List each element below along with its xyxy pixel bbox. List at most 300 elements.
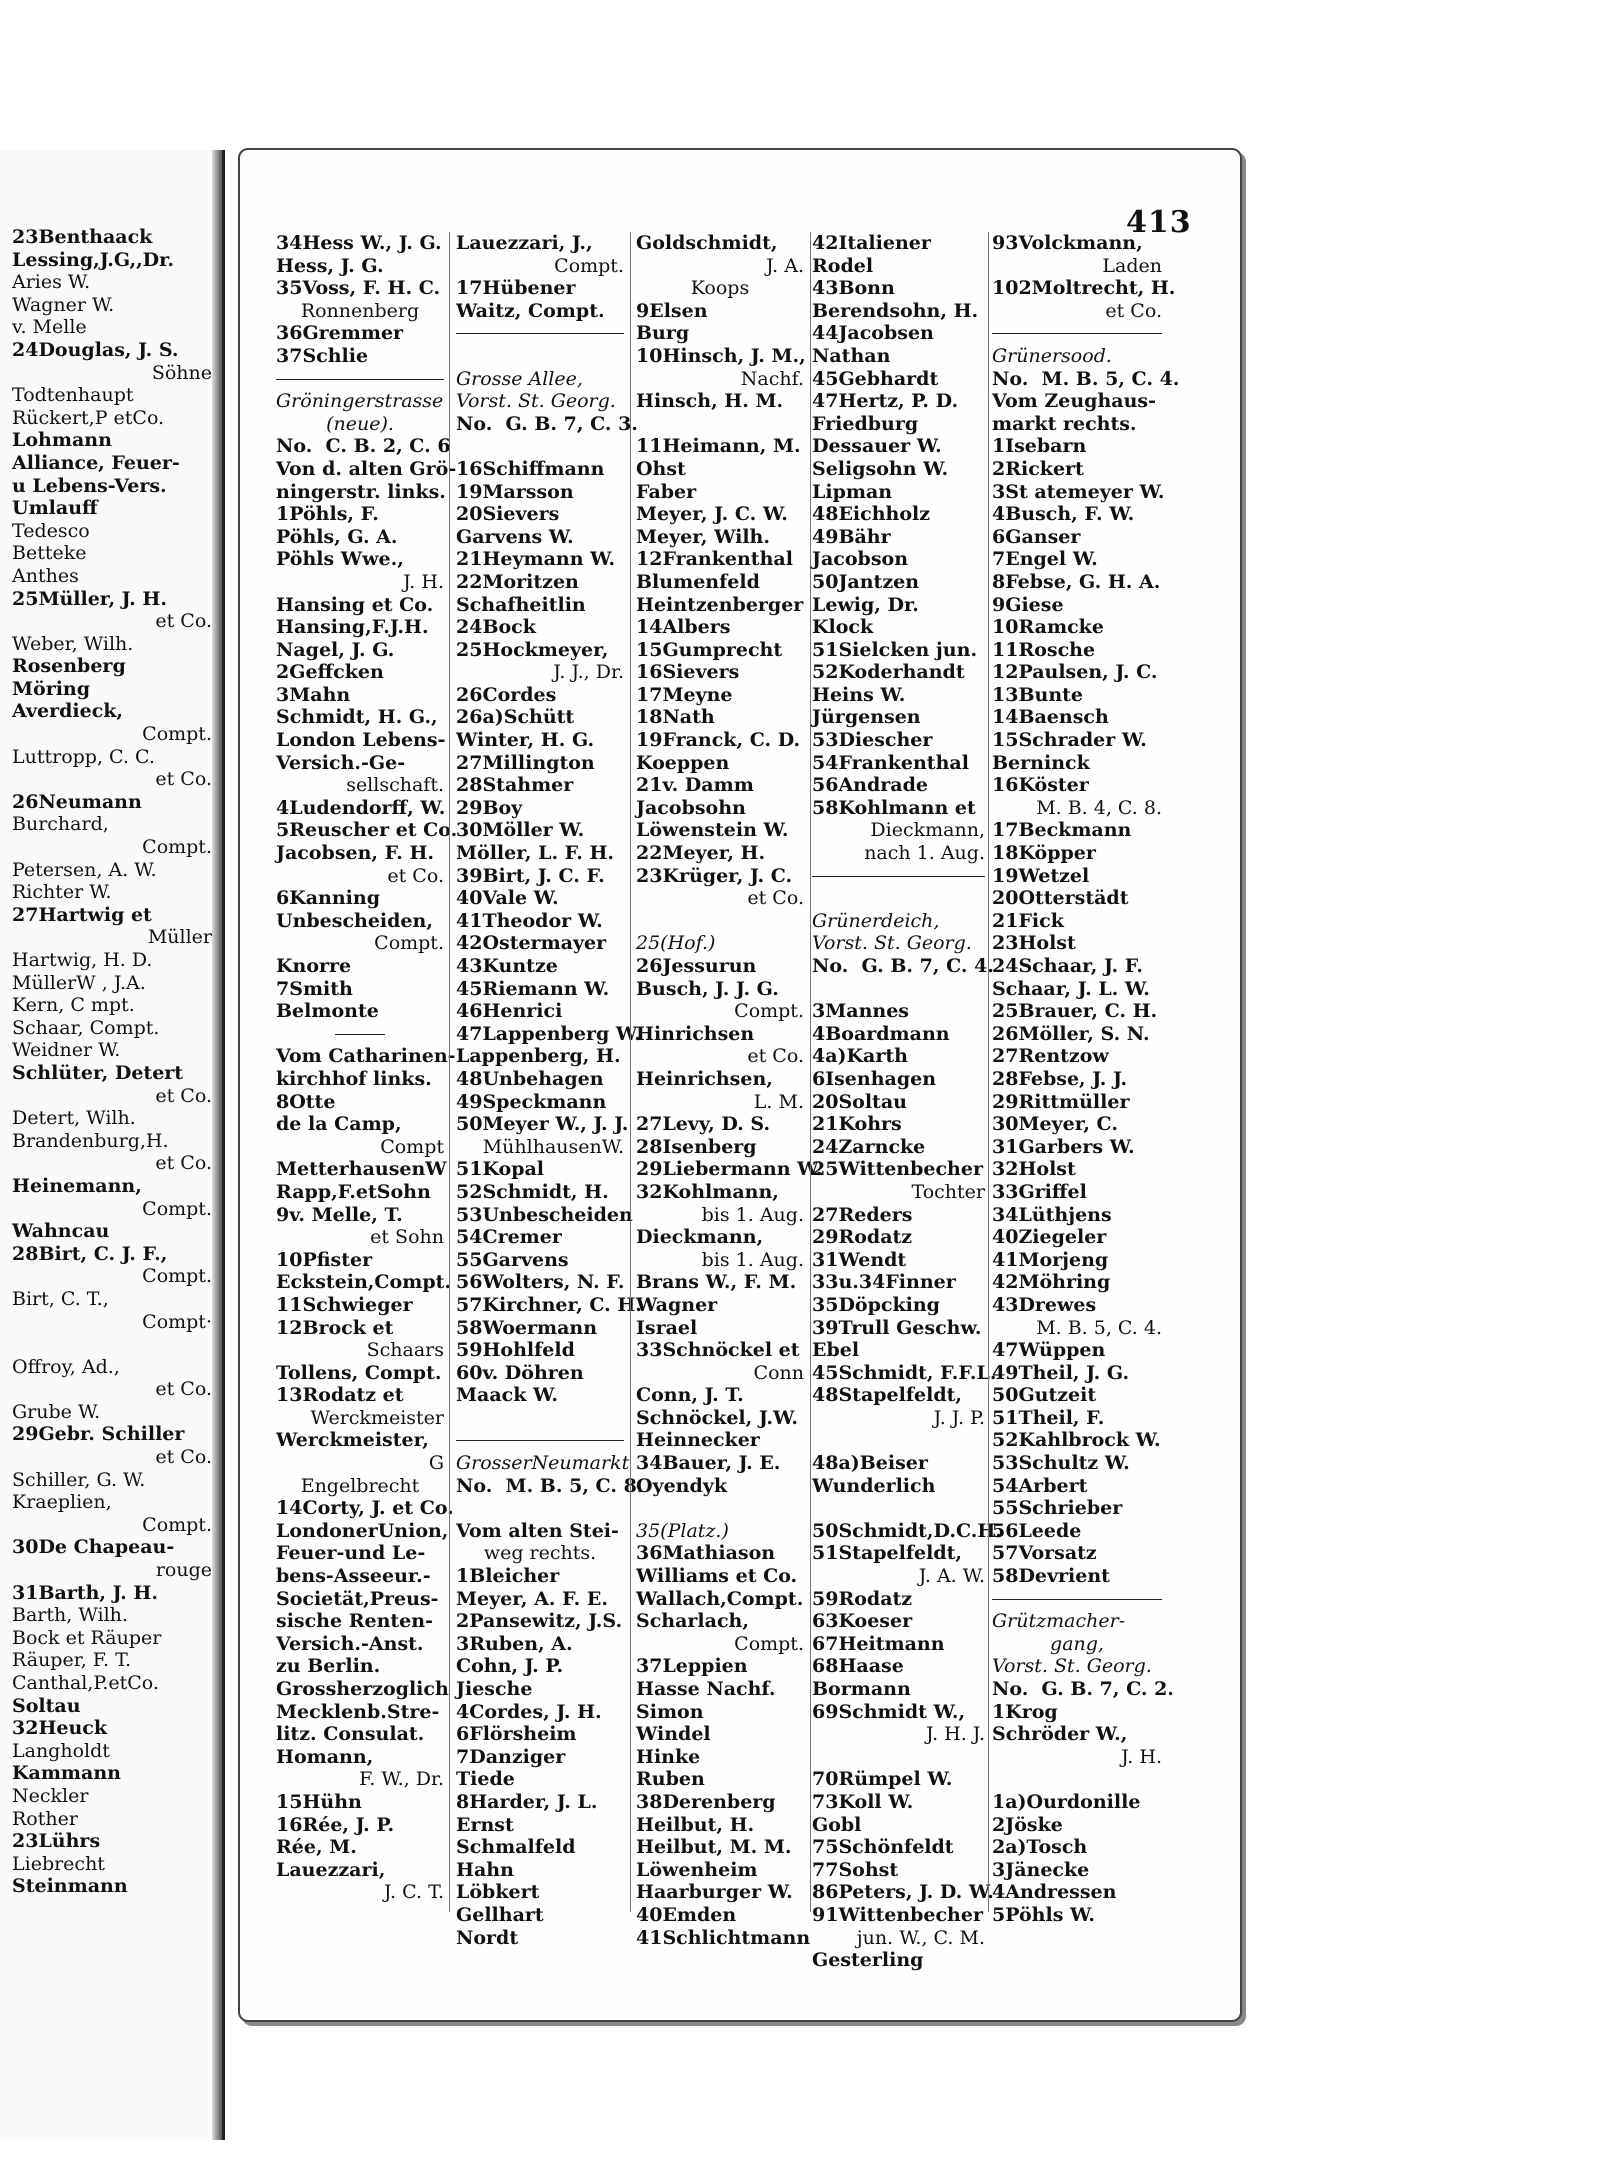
directory-entry: 45Riemann W. <box>456 977 610 1000</box>
directory-entry: 4Cordes, J. H. <box>456 1700 602 1723</box>
directory-entry: 29Rittmüller <box>992 1090 1130 1113</box>
directory-entry: F. W., Dr. <box>359 1768 444 1791</box>
directory-entry: Compt. <box>734 1632 804 1655</box>
directory-entry: 40Vale W. <box>456 887 559 910</box>
directory-entry: Ernst <box>456 1813 514 1836</box>
directory-entry: Lewig, Dr. <box>812 593 919 616</box>
section-rule <box>812 865 985 888</box>
directory-entry: Schmalfeld <box>456 1836 576 1859</box>
section-rule <box>276 368 444 391</box>
directory-entry: Feuer-und Le- <box>276 1542 426 1565</box>
section-rule <box>456 322 624 345</box>
directory-entry: Lauezzari, <box>276 1858 386 1881</box>
directory-entry: Rée, M. <box>276 1836 357 1859</box>
directory-entry: J. H. <box>1121 1745 1162 1768</box>
directory-entry: 36Gremmer <box>276 322 404 345</box>
section-rule <box>276 1023 444 1046</box>
directory-entry: Versich.-Anst. <box>276 1632 424 1655</box>
directory-entry: 50Meyer W., J. J. <box>456 1113 629 1136</box>
directory-entry: 4Boardmann <box>812 1022 950 1045</box>
directory-entry: Räuper, F. T. <box>12 1649 132 1672</box>
directory-entry: Hahn <box>456 1858 514 1881</box>
directory-entry: 15Hühn <box>276 1790 362 1813</box>
directory-entry: 40Ziegeler <box>992 1226 1107 1249</box>
directory-entry: 22Moritzen <box>456 570 579 593</box>
directory-entry: 42Ostermayer <box>456 932 607 955</box>
directory-entry: 21v. Damm <box>636 774 754 797</box>
directory-entry: Nathan <box>812 344 891 367</box>
directory-entry: Meyer, A. F. E. <box>456 1587 608 1610</box>
directory-entry: M. B. 4, C. 8. <box>1036 796 1162 819</box>
directory-entry: v. Melle <box>12 316 87 339</box>
directory-entry: Weidner W. <box>12 1039 121 1062</box>
directory-entry: 41Theodor W. <box>456 909 603 932</box>
directory-entry: de la Camp, <box>276 1113 402 1136</box>
directory-entry: 10Ramcke <box>992 616 1104 639</box>
directory-entry: litz. Consulat. <box>276 1723 425 1746</box>
directory-entry: Heinemann, <box>12 1174 142 1197</box>
directory-entry: sellschaft. <box>346 774 444 797</box>
directory-entry: 56Leede <box>992 1519 1082 1542</box>
directory-entry: 4Ludendorff, W. <box>276 796 446 819</box>
directory-entry: Jacobsohn <box>636 796 746 819</box>
directory-entry: 16Köster <box>992 774 1089 797</box>
directory-entry: 35Döpcking <box>812 1293 940 1316</box>
directory-entry: Eckstein,Compt. <box>276 1271 451 1294</box>
directory-entry: 56Wolters, N. F. <box>456 1271 625 1294</box>
directory-entry: Compt. <box>142 1513 212 1536</box>
directory-entry: 3Mahn <box>276 683 351 706</box>
directory-entry: Schmidt, H. G., <box>276 706 438 729</box>
directory-entry: Rapp,F.etSohn <box>276 1180 431 1203</box>
directory-entry: 28Birt, C. J. F., <box>12 1242 168 1265</box>
directory-entry: et Co. <box>155 1378 212 1401</box>
directory-entry: 21Heymann W. <box>456 548 616 571</box>
directory-entry: 20Sievers <box>456 503 560 526</box>
directory-entry: Heilbut, M. M. <box>636 1836 792 1859</box>
directory-entry: Compt <box>380 1135 444 1158</box>
directory-entry: 20Otterstädt <box>992 887 1129 910</box>
directory-entry: 39Birt, J. C. F. <box>456 864 605 887</box>
directory-entry: bis 1. Aug. <box>701 1248 804 1271</box>
directory-entry: 25Wittenbecher <box>812 1158 983 1181</box>
directory-entry: 8Febse, G. H. A. <box>992 570 1161 593</box>
directory-entry <box>456 1497 624 1520</box>
directory-entry: Compt. <box>554 254 624 277</box>
directory-entry: et Sohn <box>370 1226 444 1249</box>
directory-entry: 16Sievers <box>636 661 740 684</box>
directory-entry: 30Möller W. <box>456 819 585 842</box>
directory-entry: 6Isenhagen <box>812 1067 937 1090</box>
directory-entry: Hansing et Co. <box>276 593 434 616</box>
directory-entry: 47Hertz, P. D. <box>812 390 959 413</box>
directory-entry: No. G. B. 7, C. 4. <box>812 955 994 977</box>
directory-entry: Rother <box>12 1807 78 1830</box>
directory-entry: 48Eichholz <box>812 503 931 526</box>
directory-entry: 31Wendt <box>812 1248 907 1271</box>
directory-entry: 3Jänecke <box>992 1858 1090 1881</box>
directory-entry: Bormann <box>812 1678 911 1700</box>
directory-entry: Wagner <box>636 1293 718 1316</box>
directory-entry: Rosenberg <box>12 655 126 678</box>
directory-entry: Gesterling <box>812 1949 924 1972</box>
directory-entry: 3Ruben, A. <box>456 1632 573 1655</box>
directory-entry: 47Lappenberg W. <box>456 1022 641 1045</box>
directory-entry: Burg <box>636 322 690 345</box>
directory-entry: 2Pansewitz, J.S. <box>456 1610 623 1633</box>
directory-entry: 60v. Döhren <box>456 1361 584 1384</box>
directory-entry: 25Müller, J. H. <box>12 587 167 610</box>
directory-entry: 44Jacobsen <box>812 322 934 345</box>
directory-entry: 52Koderhandt <box>812 661 965 684</box>
directory-entry: Simon <box>636 1700 704 1723</box>
directory-entry: Berendsohn, H. <box>812 299 979 322</box>
directory-entry: 51Stapelfeldt, <box>812 1542 962 1565</box>
directory-entry: 16Schiffmann <box>456 457 605 480</box>
directory-entry: 63Koeser <box>812 1610 913 1633</box>
street-heading: Grützmacher- <box>992 1610 1126 1633</box>
directory-entry: Richter W. <box>12 881 112 904</box>
directory-entry: 10Hinsch, J. M., <box>636 344 806 367</box>
directory-entry: Windel <box>636 1723 711 1746</box>
directory-entry: Müller <box>147 926 212 949</box>
directory-entry: 54Frankenthal <box>812 751 969 774</box>
directory-entry: Blumenfeld <box>636 570 760 593</box>
directory-entry: 67Heitmann <box>812 1632 945 1655</box>
directory-entry: 59Hohlfeld <box>456 1339 575 1362</box>
directory-entry: Betteke <box>12 542 87 565</box>
directory-entry: 8Harder, J. L. <box>456 1790 598 1813</box>
directory-entry: 26a)Schütt <box>456 706 575 729</box>
directory-entry: 41Morjeng <box>992 1248 1109 1271</box>
directory-entry <box>456 345 624 368</box>
directory-entry: Oyendyk <box>636 1474 727 1497</box>
directory-entry: 2Rickert <box>992 457 1084 480</box>
directory-entry: Vom alten Stei- <box>456 1519 619 1542</box>
column-divider <box>810 232 811 1912</box>
directory-entry: No. C. B. 2, C. 6 <box>276 435 451 458</box>
directory-entry: et Co. <box>155 768 212 791</box>
directory-entry: Schaar, J. L. W. <box>992 977 1150 1000</box>
directory-entry: Nagel, J. G. <box>276 638 395 661</box>
directory-entry: Schiller, G. W. <box>12 1468 146 1491</box>
directory-entry: 25Brauer, C. H. <box>992 1000 1158 1023</box>
directory-entry <box>812 1497 985 1520</box>
directory-entry: 4Busch, F. W. <box>992 503 1135 526</box>
directory-entry: Haarburger W. <box>636 1881 793 1904</box>
directory-entry: 33u.34Finner <box>812 1271 956 1294</box>
directory-entry: Engelbrecht <box>300 1474 420 1497</box>
directory-entry: bis 1. Aug. <box>701 1203 804 1226</box>
directory-entry: jun. W., C. M. <box>856 1926 985 1949</box>
directory-entry: 28Stahmer <box>456 774 574 797</box>
directory-entry <box>992 1768 1162 1791</box>
directory-entry: Williams et Co. <box>636 1565 798 1588</box>
directory-entry: Averdieck, <box>12 700 124 723</box>
directory-entry: 26Cordes <box>456 683 557 706</box>
directory-entry: J. H. J. <box>925 1723 985 1746</box>
directory-entry: markt rechts. <box>992 412 1137 435</box>
directory-entry: 24Douglas, J. S. <box>12 338 179 361</box>
directory-entry: Brandenburg,H. <box>12 1129 169 1152</box>
directory-entry: MüllerW , J.A. <box>12 971 146 994</box>
directory-entry: et Co. <box>155 610 212 633</box>
directory-entry: 53Diescher <box>812 729 933 752</box>
section-rule <box>992 1588 1162 1611</box>
directory-entry: Mecklenb.Stre- <box>276 1700 440 1723</box>
directory-entry: 6Kanning <box>276 887 380 910</box>
directory-entry: 8Otte <box>276 1090 336 1113</box>
directory-entry <box>456 1407 624 1430</box>
directory-entry: 17Beckmann <box>992 819 1132 842</box>
directory-entry: 5Reuscher et Co. <box>276 819 458 842</box>
directory-entry: Compt. <box>374 932 444 955</box>
directory-entry: 54Arbert <box>992 1474 1088 1497</box>
directory-entry <box>636 413 804 436</box>
directory-entry: 19Franck, C. D. <box>636 729 801 752</box>
directory-entry: Liebrecht <box>12 1852 105 1875</box>
directory-entry: 24Bock <box>456 616 536 639</box>
directory-entry: Canthal,P.etCo. <box>12 1672 159 1694</box>
directory-entry <box>812 887 985 910</box>
directory-entry: Compt. <box>142 836 212 859</box>
directory-entry: 52Schmidt, H. <box>456 1180 609 1203</box>
directory-entry: 13Bunte <box>992 683 1083 706</box>
directory-entry <box>456 435 624 458</box>
directory-entry: 11Rosche <box>992 638 1096 661</box>
directory-entry: 14Baensch <box>992 706 1109 729</box>
directory-entry: 37Schlie <box>276 344 369 367</box>
directory-entry: Nachf. <box>740 367 804 390</box>
directory-entry: Hansing,F.J.H. <box>276 616 429 639</box>
directory-entry: Werckmeister, <box>276 1429 429 1452</box>
directory-column-4 <box>812 232 1002 1972</box>
directory-entry: Dessauer W. <box>812 435 942 458</box>
directory-column-2 <box>456 232 644 1949</box>
directory-entry: 48Unbehagen <box>456 1067 604 1090</box>
directory-entry: 9Elsen <box>636 299 708 322</box>
directory-entry: 48a)Beiser <box>812 1452 928 1475</box>
directory-entry: Wunderlich <box>812 1474 936 1497</box>
directory-entry: Rodel <box>812 254 874 277</box>
directory-entry: Hinsch, H. M. <box>636 390 784 413</box>
directory-entry: 32Kohlmann, <box>636 1180 779 1203</box>
directory-entry: 50Gutzeit <box>992 1384 1097 1407</box>
directory-entry: 26Neumann <box>12 790 142 813</box>
directory-entry: u Lebens-Vers. <box>12 474 167 497</box>
directory-entry: 9v. Melle, T. <box>276 1203 403 1226</box>
directory-entry: 46Henrici <box>456 1000 563 1023</box>
directory-entry: 13Rodatz et <box>276 1384 404 1407</box>
directory-entry: et Co. <box>155 1152 212 1175</box>
section-rule <box>456 1429 624 1452</box>
directory-entry: 50Jantzen <box>812 570 920 593</box>
directory-entry: Werckmeister <box>310 1406 444 1429</box>
directory-entry: 56Andrade <box>812 774 928 797</box>
directory-entry: 12Frankenthal <box>636 548 793 571</box>
directory-entry: Hess, J. G. <box>276 254 384 277</box>
directory-entry: Grossherzoglich <box>276 1678 449 1700</box>
section-rule <box>992 322 1162 345</box>
directory-entry: 57Kirchner, C. H. <box>456 1293 642 1316</box>
directory-entry: 29Boy <box>456 796 523 819</box>
directory-column-1 <box>276 232 458 1904</box>
directory-entry: 91Wittenbecher <box>812 1903 983 1926</box>
directory-entry: Heinrichsen, <box>636 1067 773 1090</box>
directory-entry: Wallach,Compt. <box>636 1587 804 1610</box>
directory-entry <box>812 978 985 1001</box>
directory-entry <box>812 1746 985 1769</box>
directory-entry: Lohmann <box>12 429 112 452</box>
directory-entry: 17Meyne <box>636 683 733 706</box>
directory-entry: 50Schmidt,D.C.H. <box>812 1519 1002 1542</box>
directory-entry: Maack W. <box>456 1384 558 1407</box>
directory-entry: 28Isenberg <box>636 1135 757 1158</box>
directory-entry: 4a)Karth <box>812 1045 908 1068</box>
directory-entry: 47Wüppen <box>992 1339 1106 1362</box>
directory-entry: 55Schrieber <box>992 1497 1123 1520</box>
directory-entry <box>12 1333 212 1356</box>
directory-entry: Jiesche <box>456 1678 533 1700</box>
directory-entry: et Co. <box>155 1446 212 1469</box>
directory-entry: 75Schönfeldt <box>812 1836 954 1859</box>
directory-entry: 7Danziger <box>456 1745 566 1768</box>
directory-entry: Nordt <box>456 1926 519 1949</box>
directory-entry: 29Liebermann W. <box>636 1158 823 1181</box>
directory-entry: kirchhof links. <box>276 1067 432 1090</box>
directory-entry: Söhne <box>151 361 212 384</box>
directory-entry: Belmonte <box>276 1000 379 1023</box>
directory-entry <box>812 1429 985 1452</box>
directory-entry: Busch, J. J. G. <box>636 977 779 1000</box>
directory-entry: Conn, J. T. <box>636 1384 744 1407</box>
directory-entry: 49Speckmann <box>456 1090 607 1113</box>
street-heading: 25(Hof.) <box>636 932 716 955</box>
directory-entry: 7Engel W. <box>992 548 1098 571</box>
directory-entry: Klock <box>812 616 874 639</box>
directory-entry: Lessing,J.G,,Dr. <box>12 248 175 271</box>
directory-entry: Hinke <box>636 1745 701 1768</box>
directory-entry: 11Schwieger <box>276 1293 413 1316</box>
street-heading: Grünerdeich, <box>812 909 940 932</box>
directory-entry: 29Gebr. Schiller <box>12 1423 185 1446</box>
directory-entry: 27Hartwig et <box>12 903 152 926</box>
directory-entry: Jacobsen, F. H. <box>276 842 435 865</box>
directory-entry: 23Benthaack <box>12 226 153 248</box>
directory-entry: 29Rodatz <box>812 1226 913 1249</box>
directory-entry: 86Peters, J. D. W. <box>812 1881 994 1904</box>
directory-entry: M. B. 5, C. 4. <box>1036 1316 1162 1339</box>
directory-entry: London Lebens- <box>276 729 446 752</box>
directory-entry: 32Holst <box>992 1158 1076 1181</box>
directory-entry: Steinmann <box>12 1875 128 1898</box>
directory-entry: 41Schlichtmann <box>636 1926 811 1949</box>
directory-entry: 3Mannes <box>812 1000 909 1023</box>
directory-entry: 26Jessurun <box>636 955 757 977</box>
directory-entry: Garvens W. <box>456 525 574 548</box>
directory-entry: rouge <box>155 1559 212 1582</box>
directory-entry: 1Isebarn <box>992 435 1087 458</box>
directory-entry: Compt. <box>142 723 212 746</box>
directory-entry: MetterhausenW <box>276 1158 447 1181</box>
directory-entry: Neckler <box>12 1784 89 1807</box>
directory-entry: No. M. B. 5, C. 4. <box>992 367 1180 390</box>
directory-entry: 27Rentzow <box>992 1045 1109 1068</box>
directory-entry: 42Italiener <box>812 232 931 254</box>
directory-entry: Laden <box>1102 254 1162 277</box>
directory-entry: Aries W. <box>12 271 91 294</box>
directory-entry: Ohst <box>636 457 686 480</box>
directory-entry: et Co. <box>747 1045 804 1068</box>
directory-entry: 21Kohrs <box>812 1113 902 1136</box>
directory-entry: Von d. alten Grö- <box>276 457 457 480</box>
directory-column-5 <box>992 232 1180 1927</box>
directory-entry: 5Pöhls W. <box>992 1903 1096 1926</box>
directory-entry: 68Haase <box>812 1655 904 1678</box>
directory-entry: Langholdt <box>12 1739 110 1762</box>
directory-entry: 34Hess W., J. G. <box>276 232 442 254</box>
directory-entry: 54Cremer <box>456 1226 562 1249</box>
directory-entry: Gobl <box>812 1813 862 1836</box>
directory-entry: 36Mathiason <box>636 1542 776 1565</box>
directory-entry: 93Volckmann, <box>992 232 1143 254</box>
directory-entry: et Co. <box>387 864 444 887</box>
directory-entry: 58Kohlmann et <box>812 796 976 819</box>
directory-entry: Löwenheim <box>636 1858 758 1881</box>
directory-entry: Hinrichsen <box>636 1022 755 1045</box>
directory-entry: 34Lüthjens <box>992 1203 1112 1226</box>
directory-entry: Compt· <box>142 1310 212 1333</box>
directory-entry: 49Theil, J. G. <box>992 1361 1130 1384</box>
directory-entry: Waitz, Compt. <box>456 299 605 322</box>
directory-entry: Tiede <box>456 1768 515 1791</box>
directory-entry: 4Andressen <box>992 1881 1117 1904</box>
directory-entry: Wagner W. <box>12 293 115 316</box>
directory-entry: Schafheitlin <box>456 593 586 616</box>
directory-entry: Schnöckel, J.W. <box>636 1406 798 1429</box>
directory-entry: Lipman <box>812 480 893 503</box>
directory-entry: 27Reders <box>812 1203 913 1226</box>
directory-entry: 27Levy, D. S. <box>636 1113 771 1136</box>
street-heading: Vorst. St. Georg. <box>812 932 972 955</box>
page-number: 413 <box>1126 205 1192 240</box>
directory-entry: 3St atemeyer W. <box>992 480 1165 503</box>
directory-entry: 43Kuntze <box>456 955 558 977</box>
directory-entry: 2Jöske <box>992 1813 1063 1836</box>
directory-entry: Schröder W., <box>992 1723 1128 1746</box>
directory-entry: Heins W. <box>812 683 906 706</box>
directory-entry: 53Schultz W. <box>992 1452 1130 1475</box>
directory-entry: Dieckmann, <box>636 1226 764 1249</box>
street-heading: (neue). <box>326 412 394 435</box>
directory-entry: Tedesco <box>12 519 90 542</box>
directory-entry: Heinnecker <box>636 1429 760 1452</box>
directory-entry: Birt, C. T., <box>12 1287 109 1310</box>
directory-entry: Detert, Wilh. <box>12 1107 136 1130</box>
directory-entry: Kraeplien, <box>12 1491 112 1514</box>
directory-entry: 55Garvens <box>456 1248 569 1271</box>
directory-entry: Israel <box>636 1316 698 1339</box>
directory-entry: 33Schnöckel et <box>636 1339 800 1362</box>
directory-entry: L. M. <box>753 1090 804 1113</box>
directory-entry: 27Millington <box>456 751 595 774</box>
directory-entry: 25Hockmeyer, <box>456 638 609 661</box>
directory-entry: 70Rümpel W. <box>812 1768 953 1791</box>
directory-entry: Homann, <box>276 1745 374 1768</box>
directory-entry: Compt. <box>142 1265 212 1288</box>
directory-entry: J. A. <box>766 254 804 277</box>
directory-entry: 31Barth, J. H. <box>12 1581 158 1604</box>
